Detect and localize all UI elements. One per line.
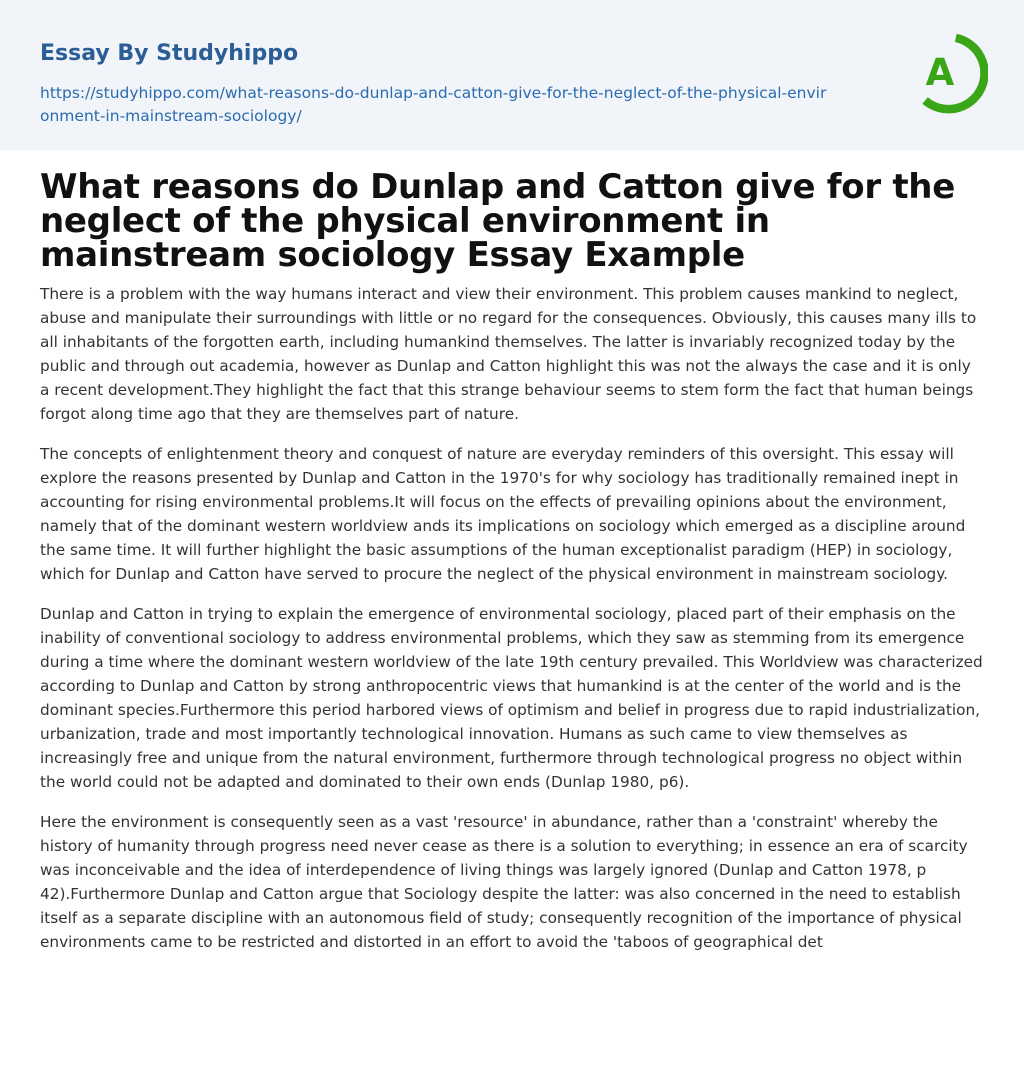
page-title: What reasons do Dunlap and Catton give for the neglect of the physical environment in mainstream sociology Essay Example xyxy=(40,167,955,275)
logo-letter: A xyxy=(925,51,955,94)
article-paragraph-3: Dunlap and Catton in trying to explain the emergence of environmental sociology, placed part of their emphasis on the inability of conventional sociology to address environmental problems, which they saw as stemming from its emergence during a time where the dominant western worldview of the late 19th century prevailed. This Worldview was characterized according to Dunlap and Catton by strong anthropocentric views that humankind is at the center of the world and is the dominant species.Furthermore this period harbored views of optimism and belief in progress due to rapid industrialization, urbanization, trade and most importantly technological innovation. Humans as such came to view themselves as increasingly free and unique from the natural environment, furthermore through technological progress no object within the world could not be adapted and dominated to their own ends (Dunlap 1980, p6). xyxy=(40,605,983,791)
article-paragraph-4: Here the environment is consequently seen as a vast 'resource' in abundance, rather than a 'constraint' whereby the history of humanity through progress need never cease as there is a solution to everything; in essence an era of scarcity was inconceivable and the idea of interdependence of living things was largely ignored (Dunlap and Catton 1978, p 42).Furthermore Dunlap and Catton argue that Sociology despite the latter: was also concerned in the need to establish itself as a separate discipline with an autonomous field of study; consequently recognition of the importance of physical environments came to be restricted and distorted in an effort to avoid the 'taboos of geographical det xyxy=(40,813,968,951)
article-paragraph-2: The concepts of enlightenment theory and conquest of nature are everyday reminders of this oversight. This essay will explore the reasons presented by Dunlap and Catton in the 1970's for why sociology has traditionally remained inept in accounting for rising environmental problems.It will focus on the effects of prevailing opinions about the environment, namely that of the dominant western worldview ands its implications on sociology which emerged as a discipline around the same time. It will further highlight the basic assumptions of the human exceptionalist paradigm (HEP) in sociology, which for Dunlap and Catton have served to procure the neglect of the physical environment in mainstream sociology. xyxy=(40,445,966,583)
site-brand[interactable]: Essay By Studyhippo xyxy=(40,41,299,66)
source-url-link[interactable]: https://studyhippo.com/what-reasons-do-dunlap-and-catton-give-for-the-neglect-of-the-physical-environment-in-mainstream-sociology/ xyxy=(40,84,827,125)
article-paragraph-1: There is a problem with the way humans interact and view their environment. This problem causes mankind to neglect, abuse and manipulate their surroundings with little or no regard for the consequences. Obviously, this causes many ills to all inhabitants of the forgotten earth, including humankind themselves. The latter is invariably recognized today by the public and through out academia, however as Dunlap and Catton highlight this was not the always the case and it is only a recent development.They highlight the fact that this strange behaviour seems to stem form the fact that human beings forgot along time ago that they are themselves part of nature. xyxy=(40,285,977,423)
site-header xyxy=(0,0,1024,150)
article-main xyxy=(40,167,984,970)
studyhippo-logo-icon[interactable] xyxy=(908,28,988,116)
